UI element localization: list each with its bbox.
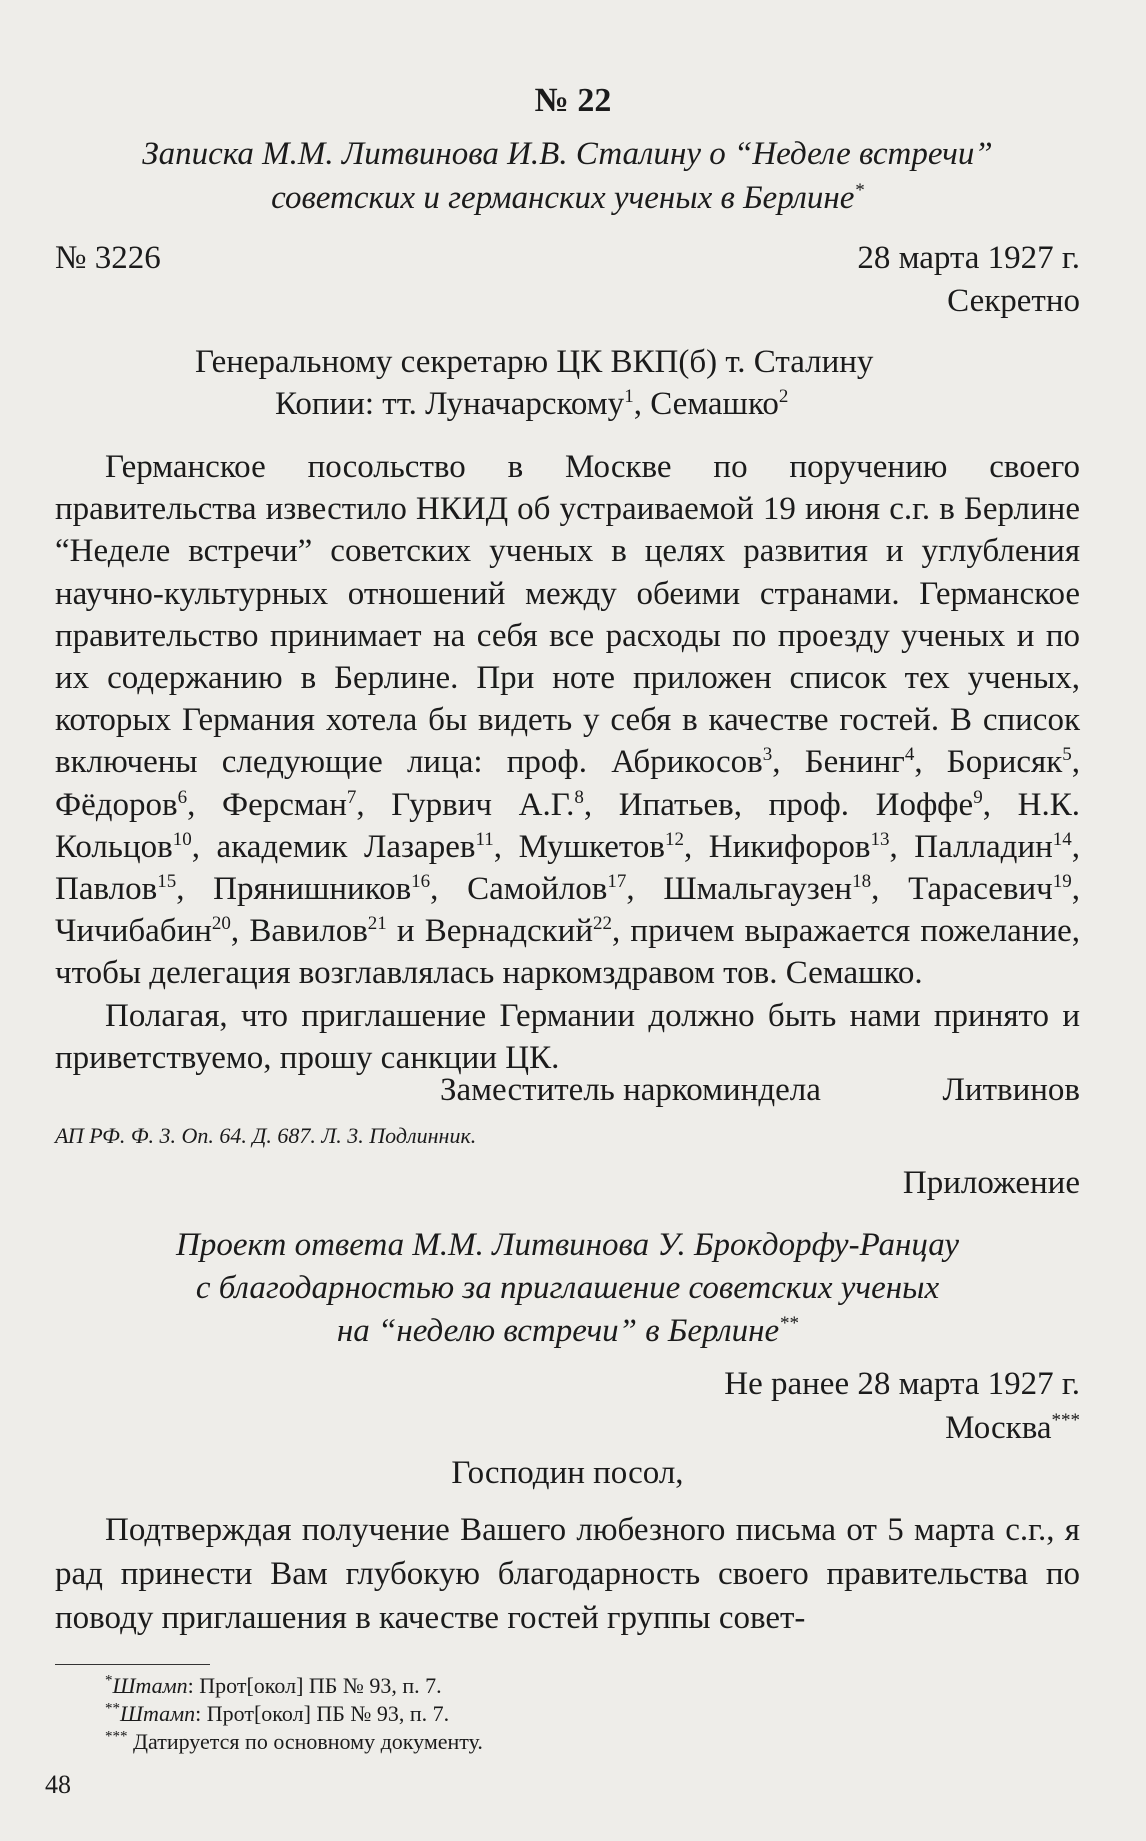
footnote: *** Датируется по основному документу.	[105, 1728, 483, 1754]
paragraph-2: Полагая, что приглашение Германии должно быть нами принято и приветствуемо, прошу санкции ЦК.	[55, 997, 1080, 1076]
title-line-2: советских и германских ученых в Берлине*	[271, 180, 864, 216]
salutation: Господин посол,	[451, 1455, 684, 1491]
footnote: *Штамп: Прот[окол] ПБ № 93, п. 7.	[105, 1672, 442, 1698]
signatory-name: Литвинов	[942, 1072, 1080, 1108]
copies-line: Копии: тт. Луначарскому$^1$, Семашко$^2$	[275, 386, 789, 422]
title-line-1: Записка М.М. Литвинова И.В. Сталину о “Неделе встречи”	[142, 136, 993, 172]
memo-body	[55, 446, 1080, 1079]
footnote: **Штамп: Прот[окол] ПБ № 93, п. 7.	[105, 1700, 450, 1726]
appendix-title: Проект ответа М.М. Литвинова У. Брокдорфу-Ранцау с благодарностью за приглашение советских ученых на “неделю встречи” в Берлине**	[176, 1227, 959, 1349]
addressee: Генеральному секретарю ЦК ВКП(б) т. Сталину	[195, 344, 874, 380]
appendix-dateline	[55, 1362, 1080, 1450]
document-title	[55, 132, 1080, 220]
registration-number: № 3226	[55, 240, 161, 276]
appendix-date: Не ранее 28 марта 1927 г.	[724, 1366, 1080, 1402]
letter-paragraph: Подтверждая получение Вашего любезного письма от 5 марта с.г., я рад принести Вам глубокую благодарность своего правительства по поводу приглашения в качестве гостей группы совет-	[55, 1512, 1080, 1636]
addressee-block	[55, 341, 1080, 425]
document-date: 28 марта 1927 г.	[857, 240, 1080, 276]
document-number: № 22	[534, 82, 612, 119]
secrecy-stamp: Секретно	[947, 283, 1080, 319]
letter-body	[55, 1508, 1080, 1640]
page-number: 48	[45, 1770, 71, 1799]
footnotes	[105, 1672, 905, 1756]
paragraph-1: Германское посольство в Москве по поручению своего правительства известило НКИД об устраиваемой 19 июня с.г. в Берлине “Неделе встречи” советских ученых в целях развития и углубления научно-культурных отношений между обеими странами. Германское правительство принимает на себя все расходы по проезду ученых и по их содержанию в Берлине. При ноте приложен список тех ученых, которых Германия хотела бы видеть у себя в качестве гостей. В список включены следующие лица: проф. Абрикосов$^3$, Бенинг$^4$, Борисяк$^5$, Фёдоров$^6$, Ферсман$^7$, Гурвич А.Г.$^8$, Ипатьев, проф. Иоффе$^9$, Н.К. Кольцов$^{10}$, академик Лазарев$^{11}$, Мушкетов$^{12}$, Никифоров$^{13}$, Палладин$^{14}$, Павлов$^{15}$, Прянишников$^{16}$, Самойлов$^{17}$, Шмальгаузен$^{18}$, Тарасевич$^{19}$, Чичибабин$^{20}$, Вавилов$^{21}$ и Вернадский$^{22}$, причем выражается пожелание, чтобы делегация возглавлялась наркомздравом тов. Семашко.	[55, 449, 1081, 992]
appendix-label: Приложение	[902, 1165, 1080, 1201]
footnote-divider	[55, 1664, 210, 1665]
footnote-mark: *	[854, 180, 864, 201]
archive-reference: АП РФ. Ф. 3. Оп. 64. Д. 687. Л. 3. Подлинник.	[55, 1123, 477, 1148]
appendix-place: Москва***	[945, 1410, 1080, 1446]
signatory-position: Заместитель наркоминдела	[440, 1072, 821, 1108]
